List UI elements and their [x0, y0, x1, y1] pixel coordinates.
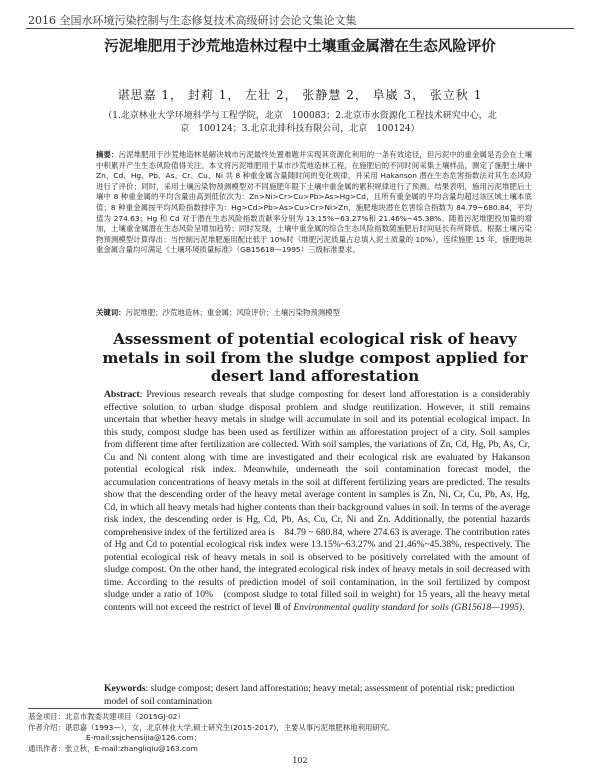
chinese-title: 污泥堆肥用于沙荒地造林过程中土壤重金属潜在生态风险评价 [104, 39, 496, 55]
page-number: 102 [292, 756, 308, 765]
affiliations: （1.北京林业大学环境科学与工程学院，北京 100083；2.北京市水资源化工程技术研究中心，北京 100124；3.北京北排科技有限公司，北京 100124） [103, 111, 497, 134]
standard-reference: Environmental quality standard for soils (GB15618—1995) [293, 601, 523, 613]
chinese-keywords-text: 污泥堆肥；沙荒地造林；重金属；风险评价；土壤污染物预测模型 [125, 308, 340, 317]
chinese-abstract [96, 150, 532, 256]
chinese-abstract-text: 污泥堆肥用于沙荒地造林是解决城市污泥最终处置难题并实现其资源化利用的一条有效途径，但污泥中的重金属是否会在土壤中积累并产生生态风险值得关注。本文将污泥堆肥用于某市沙荒地造林工程，在施肥后的不同时间采集土壤样品，测定了施肥土壤中 Zn、Cd、Hg、Pb、As、Cr、Cu、Ni 共 8 种重金属含量随时间的变化规律，并采用 Hakanson 潜在生态危害指数法对其生态风险进行了评价；同时，采用土壤污染物预测模型对不同施肥年限下土壤中重金属的累积规律进行了预测。结果表明，施用污泥堆肥后土壤中 8 种重金属的平均含量由高到低依次为：Zn>Ni>Cr>Cu>Pb>As>Hg>Cd，且所有重金属的平均含量均超过该区域土壤本底值；8 种重金属按平均风险指数排序为：Hg>Cd>Pb>As>Cu>Cr>Ni>Zn，施肥地块潜在危害综合指数为 84.79~680.84，平均值为 274.63；Hg 和 Cd 对于潜在生态风险指数贡献率分别为 13.15%~63.27%和 21.46%~45.38%。随着污泥堆肥投加量的增加，土壤重金属潜在生态风险呈增加趋势；同时发现，土壤中重金属的综合生态风险指数随施肥后时间延长有所降低。根据土壤污染物预测模型计算得出：当控制污泥堆肥施用配比低于 10%时（堆肥污泥质量占总填入泥土质量的 10%），连续施肥 15 年，施肥地块重金属含量均可满足《土壤环境质量标准》（GB15618—1995）三级标准要求。 [96, 150, 532, 255]
running-header: 2016 全国水环境污染控制与生态修复技术高级研讨会论文集论文集 [28, 14, 357, 27]
corresponding-author-note: 通讯作者：张立秋，E-mail:zhangliqiu@163.com [28, 743, 198, 753]
english-keywords-text: : sludge compost; desert land afforestation; heavy metal; assessment of potential risk; prediction model of soil contamination [104, 683, 515, 707]
english-abstract-text: : Previous research reveals that sludge composting for desert land afforestation is a considerably effective solution to urban sludge disposal problem and sludge reutilization. However, it still remains uncertain that whether heavy metals in sludge will accumulate in soil and its potential ecological impact. In this study, compost sludge has been used as fertilizer within an afforestation project of a city. Soil samples from different time after fertilization are collected. With soil samples, the variations of Zn, Cd, Hg, Pb, As, Cr, Cu and Ni content along with time are investigated and their ecological risk are evaluated by Hakanson potential ecological risk index. Meanwhile, underneath the soil contamination forecast model, the accumulation concentrations of heavy metals in the soil at different fertilizing years are predicted. The results show that the descending order of the heavy metal average content in samples is Zn, Ni, Cr, Cu, Pb, As, Hg, Cd, in which all heavy metals had higher contents than their background values in soil. In terms of the average risk index, the descending order is Hg, Cd, Pb, As, Cu, Cr, Ni and Zn. Additionally, the potential hazards comprehensive index of the fertilized area is 84.79 ~ 680.84, where 274.63 is average. The contribution rates of Hg and Cd to potential ecological risk index were 13.15%~63.27% and 21.46%~45.38%, respectively. The potential ecological risk of heavy metals in soil is observed to be positively correlated with the amount of sludge compost. On the other hand, the integrated ecological risk index of heavy metals in soil decreased with time. According to the results of prediction model of soil contamination, in the soil fertilized by compost sludge under a ratio of 10% (compost sludge to total filled soil in weight) for 15 years, all the heavy metal contents will not exceed the restrict of level Ⅲ of [104, 389, 530, 613]
english-abstract-label: Abstract [104, 389, 140, 400]
english-abstract-end: . [522, 601, 525, 613]
english-keywords [104, 683, 530, 708]
chinese-keywords-label: 关键词： [96, 308, 126, 317]
author-list: 谌思嘉 1， 封莉 1， 左壮 2， 张静慧 2， 阜崴 3， 张立秋 1 [117, 88, 483, 102]
footnotes [28, 712, 560, 754]
author-note: 作者介绍：谌思嘉（1993—），女，北京林业大学,硕士研究生(2015-2017)，主要从事污泥堆肥林地利用研究。 [28, 722, 395, 732]
chinese-keywords [96, 308, 532, 318]
header-divider [26, 28, 574, 29]
english-title: Assessment of potential ecological risk of heavy metals in soil from the sludge compost applied for desert land afforestation [102, 330, 528, 385]
fund-note: 基金项目：北京市教委共建项目（2015GJ-02） [28, 712, 185, 721]
footnote-divider [28, 708, 198, 709]
chinese-abstract-label: 摘要： [96, 150, 119, 159]
english-abstract [104, 389, 530, 614]
english-keywords-label: Keywords [104, 683, 146, 694]
author-email: E-mail:ssjchensijia@126.com； [86, 733, 201, 742]
